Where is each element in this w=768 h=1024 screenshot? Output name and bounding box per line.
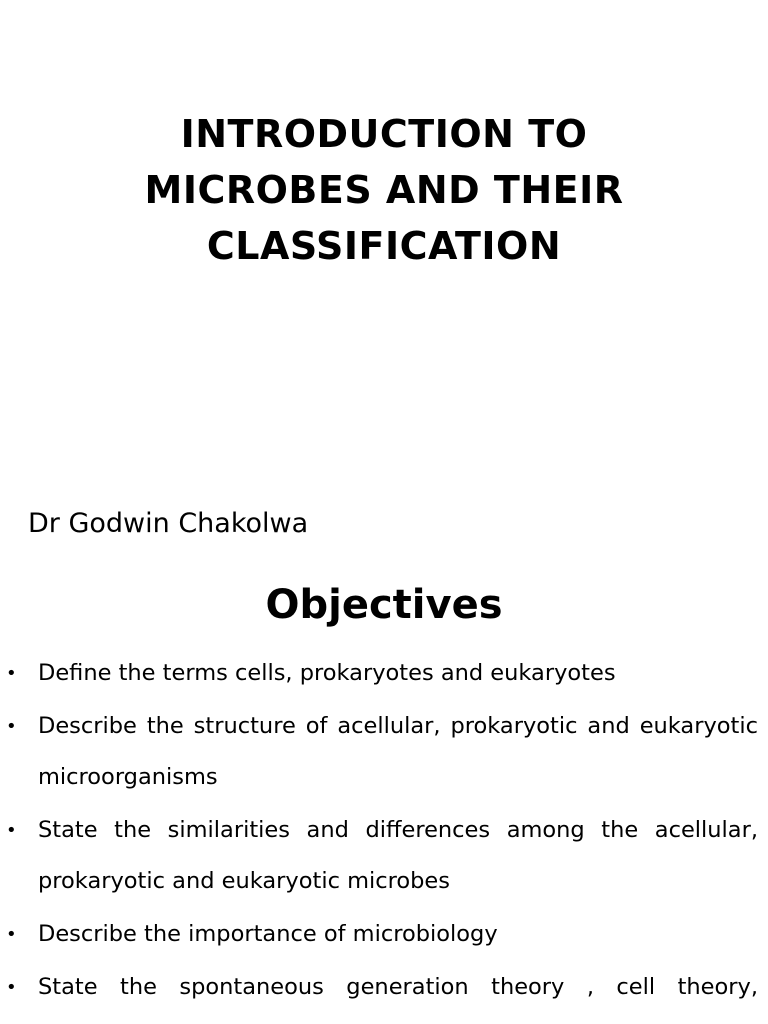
slide-title <box>0 106 768 274</box>
title-line: CLASSIFICATION <box>206 224 562 268</box>
title-line: MICROBES AND THEIR <box>144 168 624 212</box>
objective-item <box>0 648 768 699</box>
objective-text: Describe the importance of microbiology <box>38 921 498 947</box>
objective-text: State the spontaneous generation theory , cell theory, <box>38 974 758 1000</box>
title-line: INTRODUCTION TO <box>180 112 588 156</box>
objective-item <box>0 805 768 907</box>
bullet-icon: • <box>6 924 17 945</box>
author-name: Dr Godwin Chakolwa <box>28 508 309 539</box>
objective-text: State the similarities and differences among the acellular, prokaryotic and eukaryotic microbes <box>38 817 758 894</box>
objectives-heading: Objectives <box>265 582 503 628</box>
bullet-icon: • <box>6 977 17 998</box>
objectives-list <box>0 648 768 1015</box>
bullet-icon: • <box>6 716 17 737</box>
objective-text: Describe the structure of acellular, prokaryotic and eukaryotic microorganisms <box>38 713 758 790</box>
bullet-icon: • <box>6 820 17 841</box>
objective-item <box>0 701 768 803</box>
objective-text: Define the terms cells, prokaryotes and eukaryotes <box>38 660 616 686</box>
bullet-icon: • <box>6 663 17 684</box>
objective-item <box>0 962 768 1013</box>
objective-item <box>0 909 768 960</box>
